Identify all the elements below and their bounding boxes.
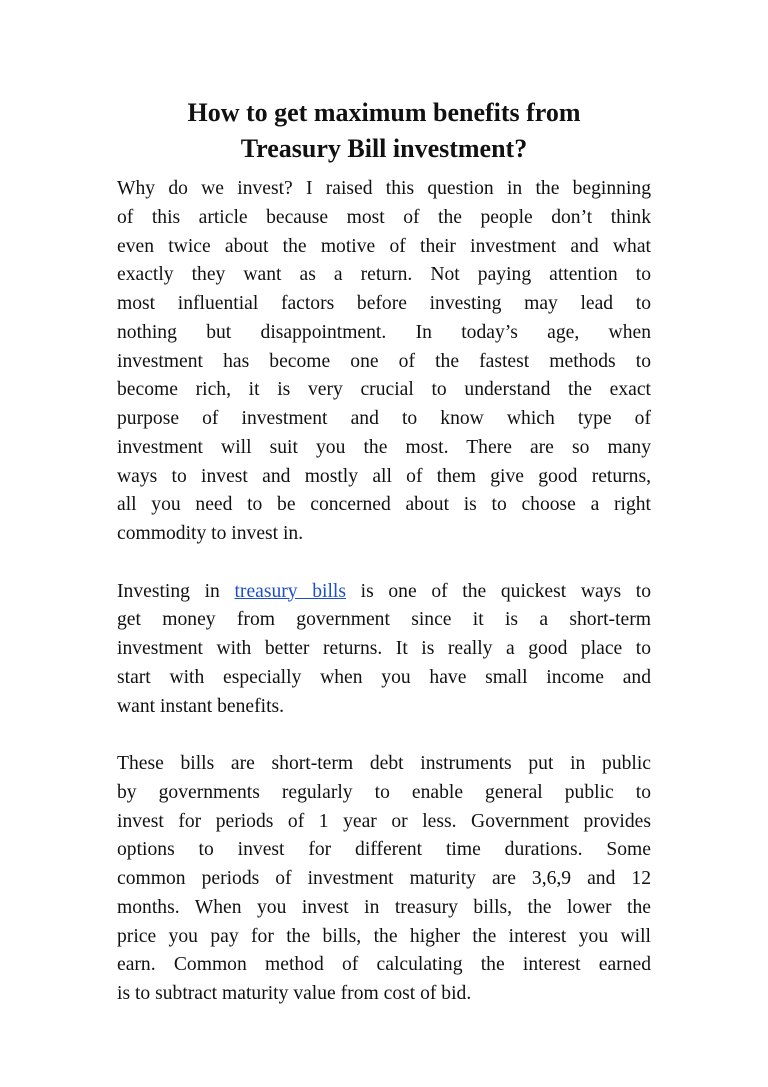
text-line: want instant benefits. — [117, 695, 285, 717]
text-line: most influential factors before investing may lead to — [117, 293, 651, 314]
treasury-bills-link[interactable]: treasury bills — [234, 580, 346, 602]
text-line: is to subtract maturity value from cost of bid. — [117, 983, 472, 1004]
text-line: get money from government since it is a short-term — [117, 609, 651, 631]
text-line: become rich, it is very crucial to understand the exact — [117, 379, 651, 401]
paragraph — [117, 750, 651, 1009]
text-line: commodity to invest in. — [117, 523, 304, 544]
text-line — [117, 578, 651, 607]
page-title — [0, 95, 768, 167]
article-body — [117, 175, 651, 1038]
text-line: investment will suit you the most. There are so many — [117, 436, 651, 458]
text-line: months. When you invest in treasury bills, the lower the — [117, 896, 651, 918]
text-line: of this article because most of the people don’t think — [117, 206, 651, 228]
text-line: options to invest for different time durations. Some — [117, 839, 651, 861]
text-segment: Investing in — [117, 580, 220, 602]
text-line: exactly they want as a return. Not paying attention to — [117, 264, 651, 286]
text-line: all you need to be concerned about is to choose a right — [117, 494, 651, 516]
text-line: earn. Common method of calculating the interest earned — [117, 954, 651, 976]
text-line: Why do we invest? I raised this question in the beginning — [117, 178, 651, 199]
paragraph — [117, 578, 651, 722]
text-line: investment with better returns. It is really a good place to — [117, 638, 651, 659]
text-line: These bills are short-term debt instruments put in public — [117, 753, 651, 774]
text-line: price you pay for the bills, the higher the interest you will — [117, 925, 651, 947]
text-line: purpose of investment and to know which type of — [117, 408, 651, 429]
text-line: start with especially when you have small income and — [117, 666, 651, 688]
text-line: investment has become one of the fastest methods to — [117, 350, 651, 372]
text-line: nothing but disappointment. In today’s age, when — [117, 321, 651, 343]
title-line: Treasury Bill investment? — [240, 134, 528, 163]
text-line: ways to invest and mostly all of them give good returns, — [117, 465, 651, 487]
paragraph — [117, 175, 651, 549]
text-line: by governments regularly to enable general public to — [117, 781, 651, 803]
text-line: even twice about the motive of their investment and what — [117, 235, 651, 257]
title-line: How to get maximum benefits from — [187, 98, 581, 127]
text-line: common periods of investment maturity are 3,6,9 and 12 — [117, 868, 651, 889]
text-segment: is one of the quickest ways to — [360, 580, 651, 602]
text-line: invest for periods of 1 year or less. Government provides — [117, 810, 651, 832]
